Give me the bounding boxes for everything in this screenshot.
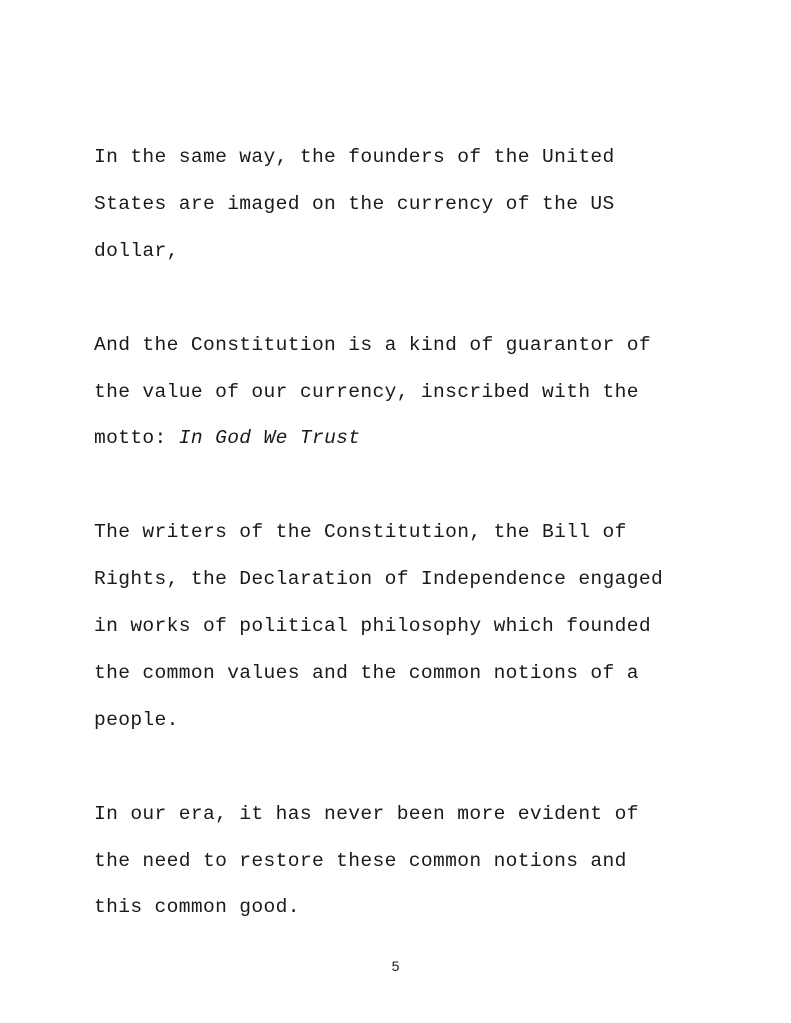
paragraph-our-era [94, 791, 734, 932]
paragraph-founders-currency [94, 134, 734, 275]
text-line: Rights, the Declaration of Independence engaged [94, 568, 664, 591]
paragraph-writers-constitution [94, 509, 734, 744]
text-line: the value of our currency, inscribed with the [94, 380, 639, 403]
text-line: in works of political philosophy which founded [94, 615, 651, 638]
text-line: this common good. [94, 896, 300, 919]
page-number: 5 [391, 958, 400, 974]
text-line: In our era, it has never been more evident of [94, 802, 639, 825]
text-line: dollar, [94, 239, 179, 262]
body-text [94, 134, 734, 978]
text-line: the need to restore these common notions and [94, 849, 627, 872]
text-line: the common values and the common notions of a [94, 661, 639, 684]
motto-label: motto: [94, 427, 179, 450]
text-line: And the Constitution is a kind of guarantor of [94, 333, 651, 356]
text-line: The writers of the Constitution, the Bill of [94, 521, 627, 544]
text-line: States are imaged on the currency of the US [94, 192, 615, 215]
motto-text: In God We Trust [178, 427, 361, 450]
text-line: In the same way, the founders of the United [94, 146, 615, 168]
text-line [94, 415, 734, 462]
text-line: people. [94, 708, 179, 731]
paragraph-constitution-guarantor [94, 322, 734, 463]
